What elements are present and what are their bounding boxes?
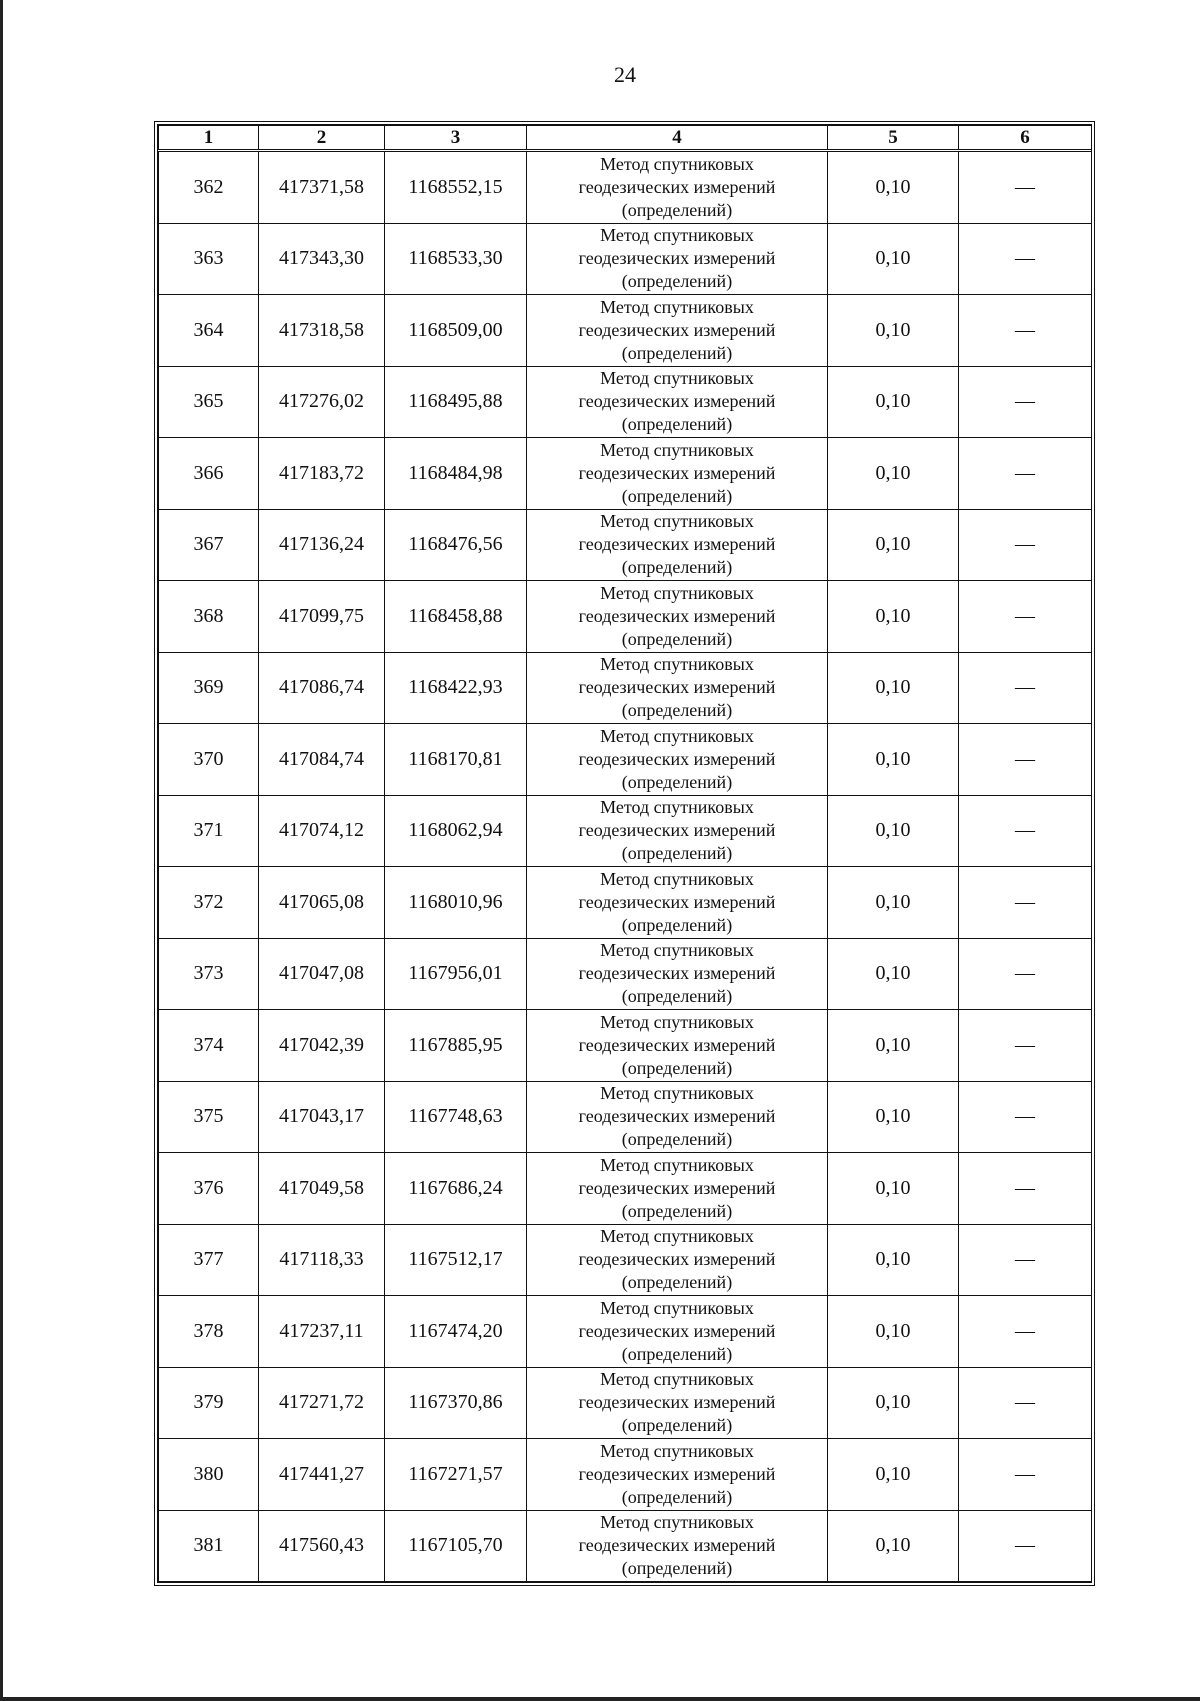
table-row	[159, 581, 1092, 653]
method-cell	[527, 652, 828, 724]
point-number-cell: 374	[159, 1010, 259, 1082]
method-line: (определений)	[621, 342, 733, 363]
table-row	[159, 223, 1092, 295]
point-number-cell: 371	[159, 795, 259, 867]
table-row	[159, 1367, 1092, 1439]
x-coordinate-cell: 417099,75	[259, 581, 385, 653]
method-cell	[527, 1510, 828, 1582]
table-row	[159, 366, 1092, 438]
method-line: Метод спутниковых	[600, 1369, 754, 1390]
method-line: Метод спутниковых	[600, 797, 754, 818]
note-cell: —	[959, 581, 1092, 653]
method-cell	[527, 1296, 828, 1368]
y-coordinate-cell: 1167512,17	[385, 1224, 527, 1296]
accuracy-cell: 0,10	[828, 223, 959, 295]
table-row	[159, 938, 1092, 1010]
method-line: Метод спутниковых	[600, 1154, 754, 1175]
method-line: (определений)	[621, 199, 733, 220]
x-coordinate-cell: 417276,02	[259, 366, 385, 438]
x-coordinate-cell: 417560,43	[259, 1510, 385, 1582]
y-coordinate-cell: 1167370,86	[385, 1367, 527, 1439]
method-line: геодезических измерений	[578, 1392, 776, 1413]
method-line: геодезических измерений	[578, 1249, 776, 1270]
method-line: геодезических измерений	[578, 1463, 776, 1484]
method-cell	[527, 1081, 828, 1153]
method-line: (определений)	[621, 414, 733, 435]
method-line: геодезических измерений	[578, 1535, 776, 1556]
note-cell: —	[959, 1296, 1092, 1368]
method-line: геодезических измерений	[578, 1320, 776, 1341]
y-coordinate-cell: 1167105,70	[385, 1510, 527, 1582]
method-line: Метод спутниковых	[600, 940, 754, 961]
accuracy-cell: 0,10	[828, 438, 959, 510]
method-cell	[527, 1153, 828, 1225]
method-line: (определений)	[621, 1486, 733, 1507]
table-row	[159, 438, 1092, 510]
method-cell	[527, 438, 828, 510]
method-line: Метод спутниковых	[600, 725, 754, 746]
note-cell: —	[959, 295, 1092, 367]
x-coordinate-cell: 417371,58	[259, 151, 385, 224]
coordinates-table-frame	[154, 121, 1095, 1586]
method-line: Метод спутниковых	[600, 225, 754, 246]
accuracy-cell: 0,10	[828, 151, 959, 224]
point-number-cell: 380	[159, 1439, 259, 1511]
y-coordinate-cell: 1168552,15	[385, 151, 527, 224]
y-coordinate-cell: 1168170,81	[385, 724, 527, 796]
method-line: Метод спутниковых	[600, 296, 754, 317]
table-row	[159, 867, 1092, 939]
method-cell	[527, 724, 828, 796]
method-line: геодезических измерений	[578, 748, 776, 769]
method-line: (определений)	[621, 1057, 733, 1078]
x-coordinate-cell: 417049,58	[259, 1153, 385, 1225]
note-cell: —	[959, 724, 1092, 796]
x-coordinate-cell: 417086,74	[259, 652, 385, 724]
point-number-cell: 377	[159, 1224, 259, 1296]
point-number-cell: 378	[159, 1296, 259, 1368]
accuracy-cell: 0,10	[828, 1296, 959, 1368]
method-cell	[527, 295, 828, 367]
method-line: (определений)	[621, 1558, 733, 1579]
note-cell: —	[959, 652, 1092, 724]
table-row	[159, 724, 1092, 796]
note-cell: —	[959, 1081, 1092, 1153]
x-coordinate-cell: 417343,30	[259, 223, 385, 295]
method-line: (определений)	[621, 771, 733, 792]
method-line: Метод спутниковых	[600, 511, 754, 532]
method-line: (определений)	[621, 843, 733, 864]
accuracy-cell: 0,10	[828, 366, 959, 438]
table-row	[159, 295, 1092, 367]
header-col-3: 3	[385, 126, 527, 151]
point-number-cell: 373	[159, 938, 259, 1010]
note-cell: —	[959, 1010, 1092, 1082]
method-line: Метод спутниковых	[600, 1512, 754, 1533]
header-col-4: 4	[527, 126, 828, 151]
point-number-cell: 381	[159, 1510, 259, 1582]
table-row	[159, 795, 1092, 867]
table-row	[159, 509, 1092, 581]
table-row	[159, 1224, 1092, 1296]
note-cell: —	[959, 1439, 1092, 1511]
accuracy-cell: 0,10	[828, 295, 959, 367]
header-col-1: 1	[159, 126, 259, 151]
accuracy-cell: 0,10	[828, 509, 959, 581]
method-cell	[527, 938, 828, 1010]
method-line: Метод спутниковых	[600, 1440, 754, 1461]
table-row	[159, 1439, 1092, 1511]
method-line: геодезических измерений	[578, 534, 776, 555]
accuracy-cell: 0,10	[828, 1510, 959, 1582]
method-line: Метод спутниковых	[600, 1011, 754, 1032]
method-line: (определений)	[621, 557, 733, 578]
note-cell: —	[959, 151, 1092, 224]
x-coordinate-cell: 417042,39	[259, 1010, 385, 1082]
method-line: (определений)	[621, 628, 733, 649]
header-row	[159, 126, 1092, 151]
method-line: Метод спутниковых	[600, 153, 754, 174]
note-cell: —	[959, 1153, 1092, 1225]
point-number-cell: 376	[159, 1153, 259, 1225]
method-cell	[527, 223, 828, 295]
method-line: геодезических измерений	[578, 248, 776, 269]
x-coordinate-cell: 417237,11	[259, 1296, 385, 1368]
method-line: (определений)	[621, 986, 733, 1007]
accuracy-cell: 0,10	[828, 1224, 959, 1296]
method-line: геодезических измерений	[578, 1177, 776, 1198]
accuracy-cell: 0,10	[828, 652, 959, 724]
method-line: Метод спутниковых	[600, 439, 754, 460]
method-line: геодезических измерений	[578, 319, 776, 340]
method-cell	[527, 1367, 828, 1439]
note-cell: —	[959, 1224, 1092, 1296]
accuracy-cell: 0,10	[828, 581, 959, 653]
note-cell: —	[959, 223, 1092, 295]
method-line: геодезических измерений	[578, 391, 776, 412]
x-coordinate-cell: 417047,08	[259, 938, 385, 1010]
header-col-2: 2	[259, 126, 385, 151]
y-coordinate-cell: 1167474,20	[385, 1296, 527, 1368]
point-number-cell: 367	[159, 509, 259, 581]
method-line: геодезических измерений	[578, 677, 776, 698]
page-number: 24	[614, 62, 636, 87]
method-line: (определений)	[621, 1415, 733, 1436]
method-cell	[527, 151, 828, 224]
y-coordinate-cell: 1168484,98	[385, 438, 527, 510]
x-coordinate-cell: 417074,12	[259, 795, 385, 867]
method-line: Метод спутниковых	[600, 1297, 754, 1318]
point-number-cell: 363	[159, 223, 259, 295]
method-cell	[527, 867, 828, 939]
x-coordinate-cell: 417271,72	[259, 1367, 385, 1439]
accuracy-cell: 0,10	[828, 795, 959, 867]
table-row	[159, 652, 1092, 724]
point-number-cell: 364	[159, 295, 259, 367]
x-coordinate-cell: 417441,27	[259, 1439, 385, 1511]
header-col-6: 6	[959, 126, 1092, 151]
point-number-cell: 362	[159, 151, 259, 224]
method-line: Метод спутниковых	[600, 368, 754, 389]
method-line: Метод спутниковых	[600, 582, 754, 603]
method-cell	[527, 509, 828, 581]
note-cell: —	[959, 366, 1092, 438]
y-coordinate-cell: 1168458,88	[385, 581, 527, 653]
method-line: (определений)	[621, 1129, 733, 1150]
y-coordinate-cell: 1168062,94	[385, 795, 527, 867]
method-line: (определений)	[621, 1343, 733, 1364]
accuracy-cell: 0,10	[828, 938, 959, 1010]
point-number-cell: 370	[159, 724, 259, 796]
method-line: геодезических измерений	[578, 462, 776, 483]
y-coordinate-cell: 1167748,63	[385, 1081, 527, 1153]
x-coordinate-cell: 417183,72	[259, 438, 385, 510]
note-cell: —	[959, 867, 1092, 939]
table-row	[159, 1153, 1092, 1225]
accuracy-cell: 0,10	[828, 1081, 959, 1153]
note-cell: —	[959, 438, 1092, 510]
x-coordinate-cell: 417136,24	[259, 509, 385, 581]
x-coordinate-cell: 417084,74	[259, 724, 385, 796]
method-cell	[527, 1224, 828, 1296]
method-line: геодезических измерений	[578, 1034, 776, 1055]
x-coordinate-cell: 417065,08	[259, 867, 385, 939]
point-number-cell: 379	[159, 1367, 259, 1439]
note-cell: —	[959, 938, 1092, 1010]
table-row	[159, 1296, 1092, 1368]
y-coordinate-cell: 1168495,88	[385, 366, 527, 438]
method-line: геодезических измерений	[578, 891, 776, 912]
method-line: Метод спутниковых	[600, 1083, 754, 1104]
scan-left-edge	[0, 0, 3, 1701]
method-cell	[527, 1439, 828, 1511]
x-coordinate-cell: 417318,58	[259, 295, 385, 367]
table-header	[159, 126, 1092, 151]
x-coordinate-cell: 417118,33	[259, 1224, 385, 1296]
method-line: (определений)	[621, 271, 733, 292]
method-cell	[527, 366, 828, 438]
point-number-cell: 365	[159, 366, 259, 438]
method-cell	[527, 581, 828, 653]
note-cell: —	[959, 795, 1092, 867]
note-cell: —	[959, 1367, 1092, 1439]
x-coordinate-cell: 417043,17	[259, 1081, 385, 1153]
header-col-5: 5	[828, 126, 959, 151]
method-line: (определений)	[621, 1200, 733, 1221]
y-coordinate-cell: 1167686,24	[385, 1153, 527, 1225]
method-line: геодезических измерений	[578, 963, 776, 984]
accuracy-cell: 0,10	[828, 1439, 959, 1511]
y-coordinate-cell: 1168533,30	[385, 223, 527, 295]
table-row	[159, 151, 1092, 224]
note-cell: —	[959, 509, 1092, 581]
note-cell: —	[959, 1510, 1092, 1582]
method-line: геодезических измерений	[578, 820, 776, 841]
coordinates-table	[158, 125, 1092, 1582]
y-coordinate-cell: 1168422,93	[385, 652, 527, 724]
accuracy-cell: 0,10	[828, 1153, 959, 1225]
method-line: Метод спутниковых	[600, 868, 754, 889]
scan-bottom-edge	[0, 1697, 1200, 1701]
point-number-cell: 375	[159, 1081, 259, 1153]
method-line: Метод спутниковых	[600, 1226, 754, 1247]
y-coordinate-cell: 1167271,57	[385, 1439, 527, 1511]
y-coordinate-cell: 1168476,56	[385, 509, 527, 581]
table-body	[159, 151, 1092, 1582]
y-coordinate-cell: 1168010,96	[385, 867, 527, 939]
table-row	[159, 1081, 1092, 1153]
method-cell	[527, 1010, 828, 1082]
method-line: (определений)	[621, 914, 733, 935]
method-cell	[527, 795, 828, 867]
method-line: геодезических измерений	[578, 1106, 776, 1127]
y-coordinate-cell: 1167956,01	[385, 938, 527, 1010]
y-coordinate-cell: 1167885,95	[385, 1010, 527, 1082]
accuracy-cell: 0,10	[828, 867, 959, 939]
method-line: Метод спутниковых	[600, 654, 754, 675]
method-line: геодезических измерений	[578, 605, 776, 626]
point-number-cell: 369	[159, 652, 259, 724]
table-row	[159, 1510, 1092, 1582]
accuracy-cell: 0,10	[828, 1010, 959, 1082]
method-line: (определений)	[621, 700, 733, 721]
method-line: геодезических измерений	[578, 176, 776, 197]
method-line: (определений)	[621, 485, 733, 506]
accuracy-cell: 0,10	[828, 724, 959, 796]
point-number-cell: 366	[159, 438, 259, 510]
accuracy-cell: 0,10	[828, 1367, 959, 1439]
point-number-cell: 368	[159, 581, 259, 653]
method-line: (определений)	[621, 1272, 733, 1293]
table-row	[159, 1010, 1092, 1082]
y-coordinate-cell: 1168509,00	[385, 295, 527, 367]
point-number-cell: 372	[159, 867, 259, 939]
